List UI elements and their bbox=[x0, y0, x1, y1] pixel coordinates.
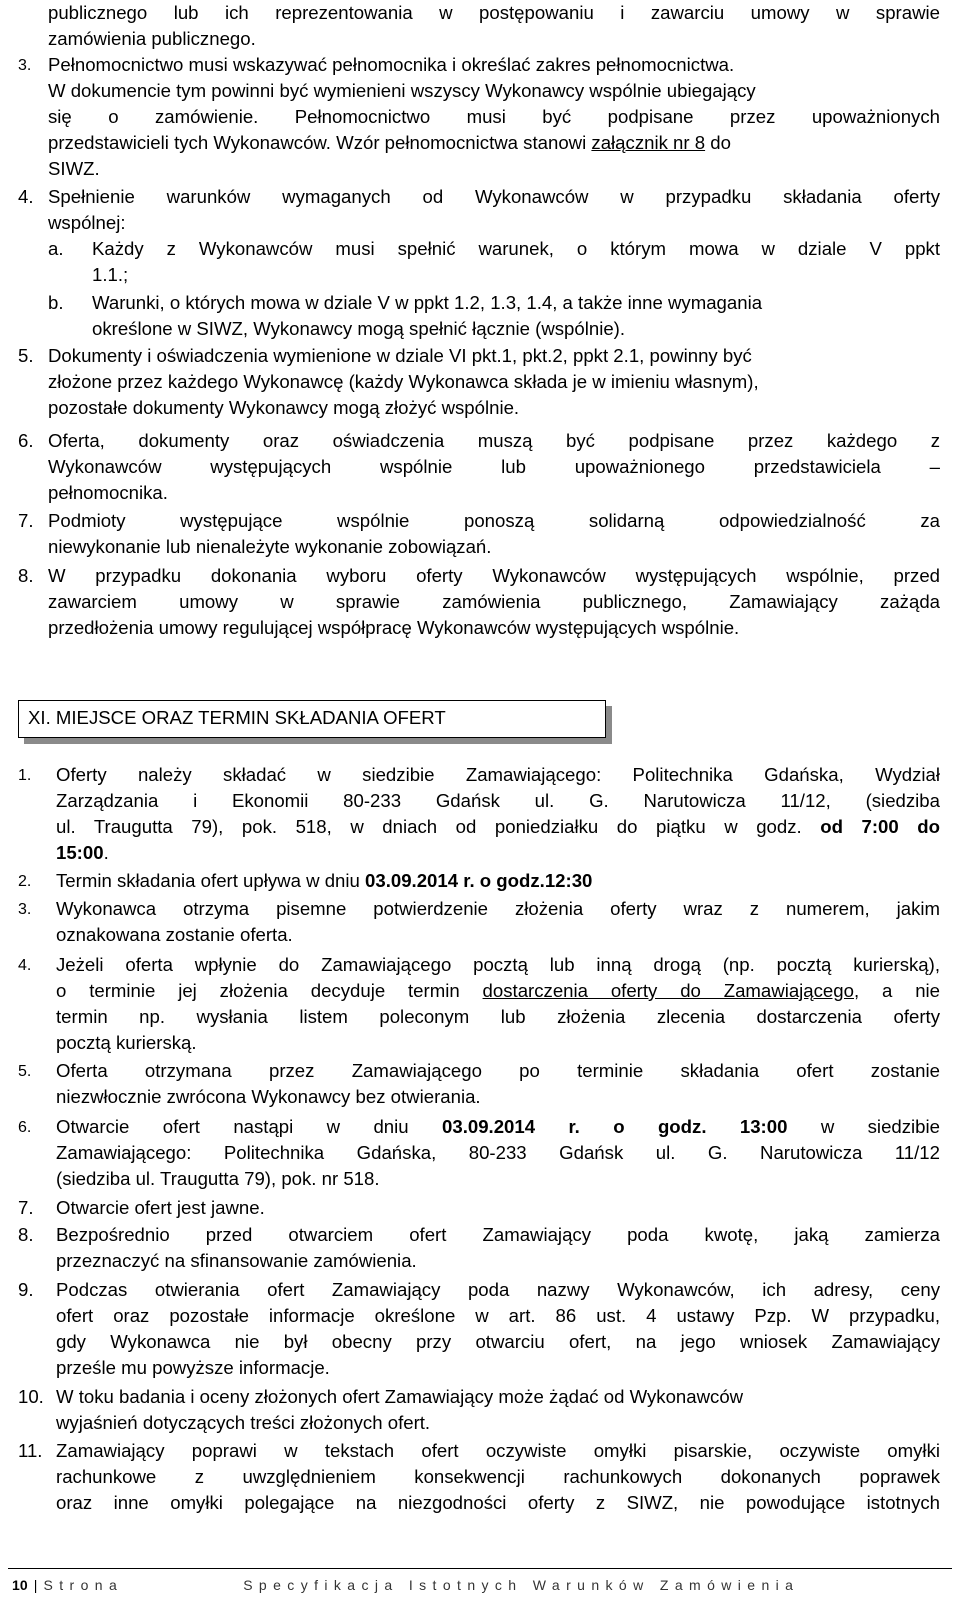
bold-opening-time: 03.09.2014 r. o godz. 13:00 bbox=[442, 1116, 788, 1137]
text-line: Zamawiającego: Politechnika Gdańska, 80-233 Gdańsk ul. G. Narutowicza 11/12 bbox=[56, 1142, 940, 1163]
text-line: pocztą kurierską. bbox=[56, 1032, 197, 1053]
text-line: zamówienia publicznego. bbox=[48, 28, 256, 49]
text-span: . bbox=[103, 842, 109, 863]
text-line bbox=[56, 868, 592, 894]
list-number: 6. bbox=[18, 430, 34, 451]
text-line: Bezpośrednio przed otwarciem ofert Zamawiający poda kwotę, jaką zamierza bbox=[56, 1224, 940, 1245]
text-line: Podmioty występujące wspólnie ponoszą solidarną odpowiedzialność za bbox=[48, 510, 940, 531]
list-number: 1. bbox=[18, 767, 32, 784]
text-line: Oferta, dokumenty oraz oświadczenia muszą być podpisane przez każdego z bbox=[48, 430, 940, 451]
text-line: oraz inne omyłki polegające na niezgodności oferty z SIWZ, nie powodujące istotnych bbox=[56, 1492, 940, 1513]
text-line: Pełnomocnictwo musi wskazywać pełnomocnika i określać zakres pełnomocnictwa. bbox=[48, 54, 735, 75]
text-line: termin np. wysłania listem poleconym lub złożenia zlecenia dostarczenia oferty bbox=[56, 1006, 940, 1027]
text-span: Termin składania ofert upływa w dniu bbox=[56, 870, 366, 891]
list-number: 7. bbox=[18, 1197, 34, 1218]
attachment-link[interactable]: załącznik nr 8 bbox=[591, 132, 706, 153]
list-number: 2. bbox=[18, 873, 32, 890]
text-line: gdy Wykonawca nie był obecny przy otwarciu ofert, na jego wniosek Zamawiający bbox=[56, 1331, 940, 1352]
text-line: Zarządzania i Ekonomii 80-233 Gdańsk ul. G. Narutowicza 11/12, (siedziba bbox=[56, 790, 940, 811]
text-line bbox=[48, 130, 731, 156]
page-number: 10 bbox=[12, 1577, 28, 1593]
text-span: w siedzibie bbox=[820, 1116, 940, 1137]
text-line: zawarciem umowy w sprawie zamówienia publicznego, Zamawiający zażąda bbox=[48, 591, 940, 612]
text-line: W toku badania i oceny złożonych ofert Zamawiający może żądać od Wykonawców bbox=[56, 1386, 744, 1407]
text-line: niewykonanie lub nienależyte wykonanie zobowiązań. bbox=[48, 536, 492, 557]
text-line: przedłożenia umowy regulującej współpracę Wykonawców występujących wspólnie. bbox=[48, 617, 740, 638]
text-line: się o zamówienie. Pełnomocnictwo musi być podpisane przez upoważnionych bbox=[48, 106, 940, 127]
text-span: do bbox=[710, 132, 731, 153]
text-line: Oferta otrzymana przez Zamawiającego po terminie składania ofert zostanie bbox=[56, 1060, 940, 1081]
text-line: pełnomocnika. bbox=[48, 482, 168, 503]
text-line: publicznego lub ich reprezentowania w postępowaniu i zawarciu umowy w sprawie bbox=[48, 2, 940, 23]
bold-deadline-time: 12:30 bbox=[544, 870, 593, 891]
text-line: Wykonawców występujących wspólnie lub upoważnionego przedstawiciela – bbox=[48, 456, 940, 477]
text-span: przedstawicieli tych Wykonawców. Wzór pełnomocnictwa stanowi bbox=[48, 132, 587, 153]
text-line bbox=[56, 978, 940, 1004]
page-word: Strona bbox=[43, 1577, 124, 1593]
text-span: ul. Traugutta 79), pok. 518, w dniach od poniedziałku do piątku w godz. bbox=[56, 816, 802, 837]
bold-time: 15:00 bbox=[56, 842, 104, 863]
text-line: złożone przez każdego Wykonawcę (każdy Wykonawca składa je w imieniu własnym), bbox=[48, 371, 759, 392]
text-line: Dokumenty i oświadczenia wymienione w dziale VI pkt.1, pkt.2, ppkt 2.1, powinny być bbox=[48, 345, 752, 366]
footer-separator: | bbox=[33, 1577, 38, 1593]
list-number: 6. bbox=[18, 1119, 32, 1136]
text-line: (siedziba ul. Traugutta 79), pok. nr 518. bbox=[56, 1168, 380, 1189]
list-number: 3. bbox=[18, 57, 32, 74]
list-number: 11. bbox=[18, 1440, 43, 1461]
list-number: 5. bbox=[18, 345, 34, 366]
text-line: Wykonawca otrzyma pisemne potwierdzenie złożenia oferty wraz z numerem, jakim bbox=[56, 898, 940, 919]
text-line: Otwarcie ofert jest jawne. bbox=[56, 1197, 265, 1218]
text-line: ofert oraz pozostałe informacje określone w art. 86 ust. 4 ustawy Pzp. W przypadku, bbox=[56, 1305, 940, 1326]
text-line: Każdy z Wykonawców musi spełnić warunek, o którym mowa w dziale V ppkt bbox=[92, 238, 940, 259]
text-line: Jeżeli oferta wpłynie do Zamawiającego pocztą lub inną drogą (np. pocztą kurierską), bbox=[56, 954, 940, 975]
text-line: SIWZ. bbox=[48, 158, 100, 179]
list-number: 3. bbox=[18, 901, 32, 918]
bold-deadline: 03.09.2014 r. o godz. bbox=[365, 870, 545, 891]
list-letter: a. bbox=[48, 238, 64, 259]
text-line bbox=[56, 1114, 940, 1140]
text-line bbox=[56, 814, 940, 840]
list-number: 8. bbox=[18, 1224, 34, 1245]
text-line: Warunki, o których mowa w dziale V w ppkt 1.2, 1.3, 1.4, a także inne wymagania bbox=[92, 292, 763, 313]
text-span: o terminie jej złożenia decyduje termin bbox=[56, 980, 483, 1001]
text-line: przeznaczyć na sfinansowanie zamówienia. bbox=[56, 1250, 417, 1271]
text-line: pozostałe dokumenty Wykonawcy mogą złożyć wspólnie. bbox=[48, 397, 520, 418]
text-line: Podczas otwierania ofert Zamawiający poda nazwy Wykonawców, ich adresy, ceny bbox=[56, 1279, 940, 1300]
text-line: rachunkowe z uwzględnieniem konsekwencji rachunkowych dokonanych poprawek bbox=[56, 1466, 940, 1487]
bold-time: od 7:00 do bbox=[820, 816, 940, 837]
text-span: , a nie bbox=[853, 980, 941, 1001]
text-line: wspólnej: bbox=[48, 212, 126, 233]
text-line: 1.1.; bbox=[92, 264, 129, 285]
text-line bbox=[56, 840, 109, 866]
text-line: określone w SIWZ, Wykonawcy mogą spełnić łącznie (wspólnie). bbox=[92, 318, 626, 339]
text-line: oznakowana zostanie oferta. bbox=[56, 924, 293, 945]
document-title: Specyfikacja Istotnych Warunków Zamówienia bbox=[243, 1577, 800, 1593]
text-line: W przypadku dokonania wyboru oferty Wykonawców występujących wspólnie, przed bbox=[48, 565, 940, 586]
list-number: 9. bbox=[18, 1279, 34, 1300]
list-number: 4. bbox=[18, 186, 34, 207]
text-line: niezwłocznie zwrócona Wykonawcy bez otwierania. bbox=[56, 1086, 481, 1107]
underlined-text: dostarczenia oferty do Zamawiającego bbox=[482, 980, 854, 1001]
text-line: Zamawiający poprawi w tekstach ofert oczywiste omyłki pisarskie, oczywiste omyłki bbox=[56, 1440, 940, 1461]
text-line: W dokumencie tym powinni być wymienieni wszyscy Wykonawcy wspólnie ubiegający bbox=[48, 80, 756, 101]
footer-rule bbox=[8, 1568, 952, 1569]
text-line: Oferty należy składać w siedzibie Zamawiającego: Politechnika Gdańska, Wydział bbox=[56, 764, 940, 785]
list-letter: b. bbox=[48, 292, 64, 313]
list-number: 5. bbox=[18, 1063, 32, 1080]
text-span: Otwarcie ofert nastąpi w dniu bbox=[56, 1116, 409, 1137]
section-heading: XI. MIEJSCE ORAZ TERMIN SKŁADANIA OFERT bbox=[28, 707, 446, 728]
list-number: 7. bbox=[18, 510, 34, 531]
list-number: 10. bbox=[18, 1386, 44, 1407]
list-number: 8. bbox=[18, 565, 34, 586]
text-line: Spełnienie warunków wymaganych od Wykonawców w przypadku składania oferty bbox=[48, 186, 940, 207]
text-line: wyjaśnień dotyczących treści złożonych ofert. bbox=[56, 1412, 431, 1433]
text-line: prześle mu powyższe informacje. bbox=[56, 1357, 330, 1378]
page-footer bbox=[12, 1576, 799, 1594]
list-number: 4. bbox=[18, 957, 32, 974]
